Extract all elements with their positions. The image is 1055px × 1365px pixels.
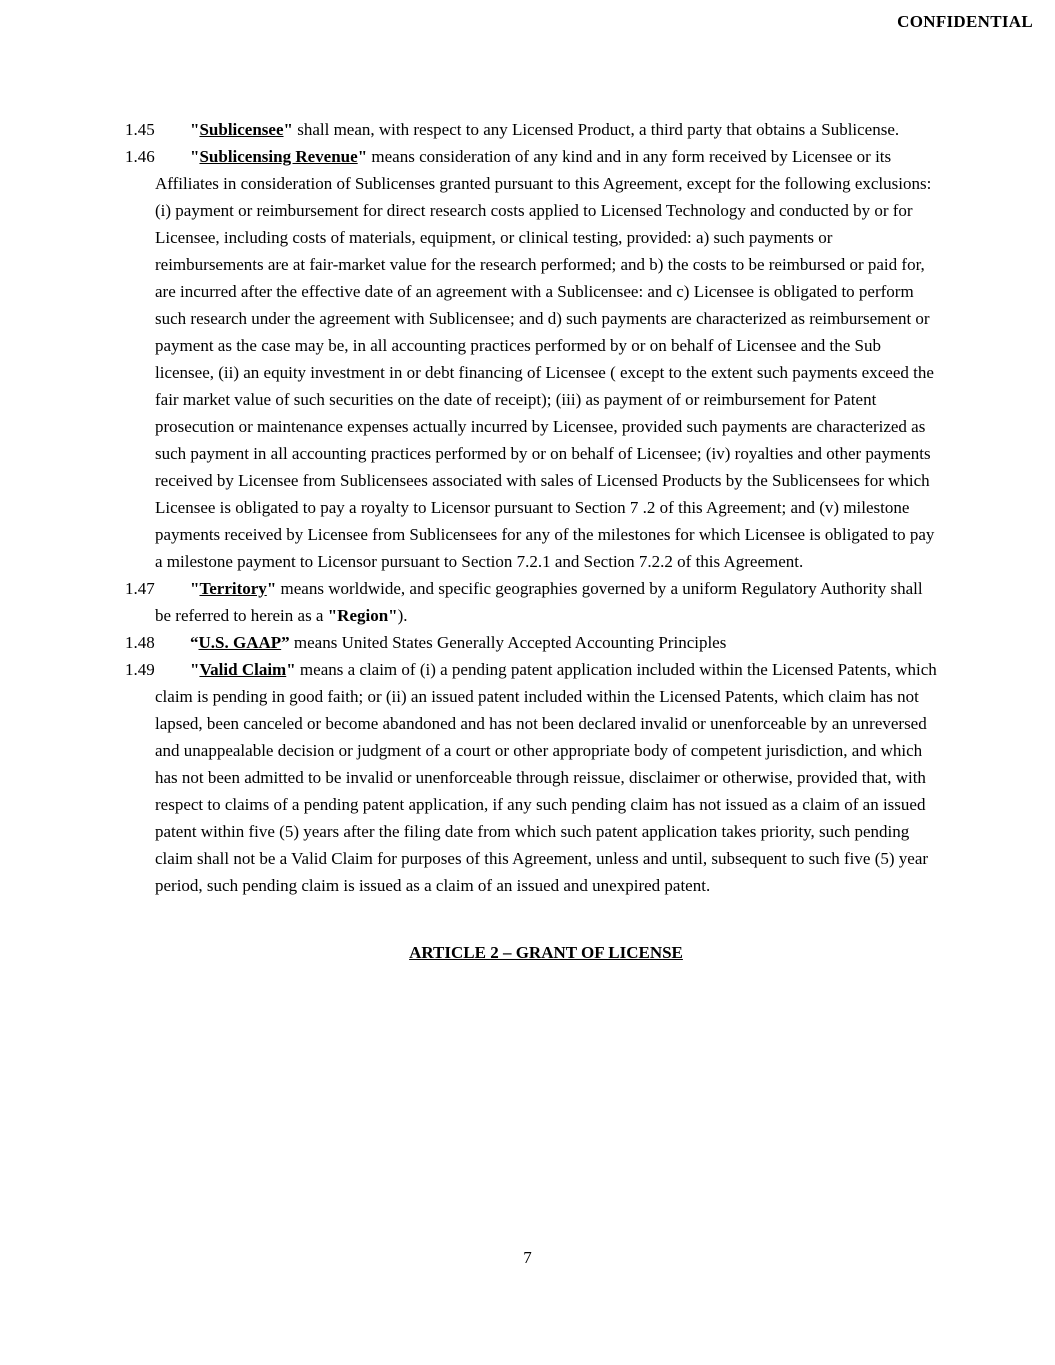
definition-number: 1.48 [125,633,155,652]
definition-term: U.S. GAAP [198,633,282,652]
definition-term: Territory [199,579,267,598]
definition-text: "Region" [327,606,398,625]
definition-text: " [357,147,368,166]
definition-text: means United States Generally Accepted Accounting Principles [289,633,727,652]
definition-number: 1.46 [125,147,155,166]
definition-number: 1.49 [125,660,155,679]
article-heading [155,939,937,966]
confidentiality-notice: CONFIDENTIAL [897,12,1033,31]
definitions-list [125,116,937,899]
definition-text: shall mean, with respect to any Licensed Product, a third party that obtains a Sublicense. [292,120,900,139]
definition-term: Sublicensee [199,120,284,139]
definition-text: “ [190,633,199,652]
definition-text: " [190,660,200,679]
definition-text: means worldwide, and specific geographies governed by a uniform Regulatory Authority shall be referred to herein as a [155,579,923,625]
definition-text: " [286,660,296,679]
definition-text: means a claim of (i) a pending patent application included within the Licensed Patents, which claim is pending in good faith; or (ii) an issued patent included within the Licensed Patents, which claim has not lapsed, been canceled or become abandoned and has not been declared invalid or unenforceable by an unreversed and unappealable decision or judgment of a court or other appropriate body of competent jurisdiction, and which has not been admitted to be invalid or unenforceable through reissue, disclaimer or otherwise, provided that, with respect to claims of a pending patent application, if any such pending claim has not issued as a claim of an issued patent within five (5) years after the filing date from which such patent application takes priority, such pending claim shall not be a Valid Claim for purposes of this Agreement, unless and until, subsequent to such five (5) year period, such pending claim is issued as a claim of an issued and unexpired patent. [155,660,937,895]
article-heading-text: ARTICLE 2 – GRANT OF LICENSE [409,943,683,962]
definition-number: 1.45 [125,120,155,139]
document-body [125,116,937,966]
definition-term: Valid Claim [199,660,287,679]
definition-number: 1.47 [125,579,155,598]
page-number: 7 [523,1248,532,1267]
definition-text: " [266,579,277,598]
definition-item [125,656,937,899]
definition-item [125,143,937,575]
definition-text: " [283,120,293,139]
definition-term: Sublicensing Revenue [199,147,358,166]
definition-text: " [190,147,200,166]
definition-item [125,116,937,143]
definition-item [125,629,937,656]
definition-text: ” [281,633,290,652]
definition-text: " [190,579,200,598]
definition-text: means consideration of any kind and in any form received by Licensee or its Affiliates in consideration of Sublicenses granted pursuant to this Agreement, except for the following exclusions: (i) payment or reimbursement for direct research costs applied to Licensed Technology and conducted by or for Licensee, including costs of materials, equipment, or clinical testing, provided: a) such payments or reimbursements are at fair-market value for the research performed; and b) the costs to be reimbursed or paid for, are incurred after the effective date of an agreement with a Sublicensee: and c) Licensee is obligated to perform such research under the agreement with Sublicensee; and d) such payments are characterized as reimbursement or payment as the case may be, in all accounting practices performed by or on behalf of Licensee and the Sub licensee, (ii) an equity investment in or debt financing of Licensee ( except to the extent such payments exceed the fair market value of such securities on the date of receipt); (iii) as payment of or reimbursement for Patent prosecution or maintenance expenses actually incurred by Licensee, provided such payments are characterized as such payment in all accounting practices performed by or on behalf of Licensee; (iv) royalties and other payments received by Licensee from Sublicensees associated with sales of Licensed Products by the Sublicensees for which Licensee is obligated to pay a royalty to Licensor pursuant to Section 7 .2 of this Agreement; and (v) milestone payments received by Licensee from Sublicensees for any of the milestones for which Licensee is obligated to pay a milestone payment to Licensor pursuant to Section 7.2.1 and Section 7.2.2 of this Agreement. [155,147,935,571]
definition-text: ). [397,606,408,625]
definition-item [125,575,937,629]
definition-text: " [190,120,200,139]
